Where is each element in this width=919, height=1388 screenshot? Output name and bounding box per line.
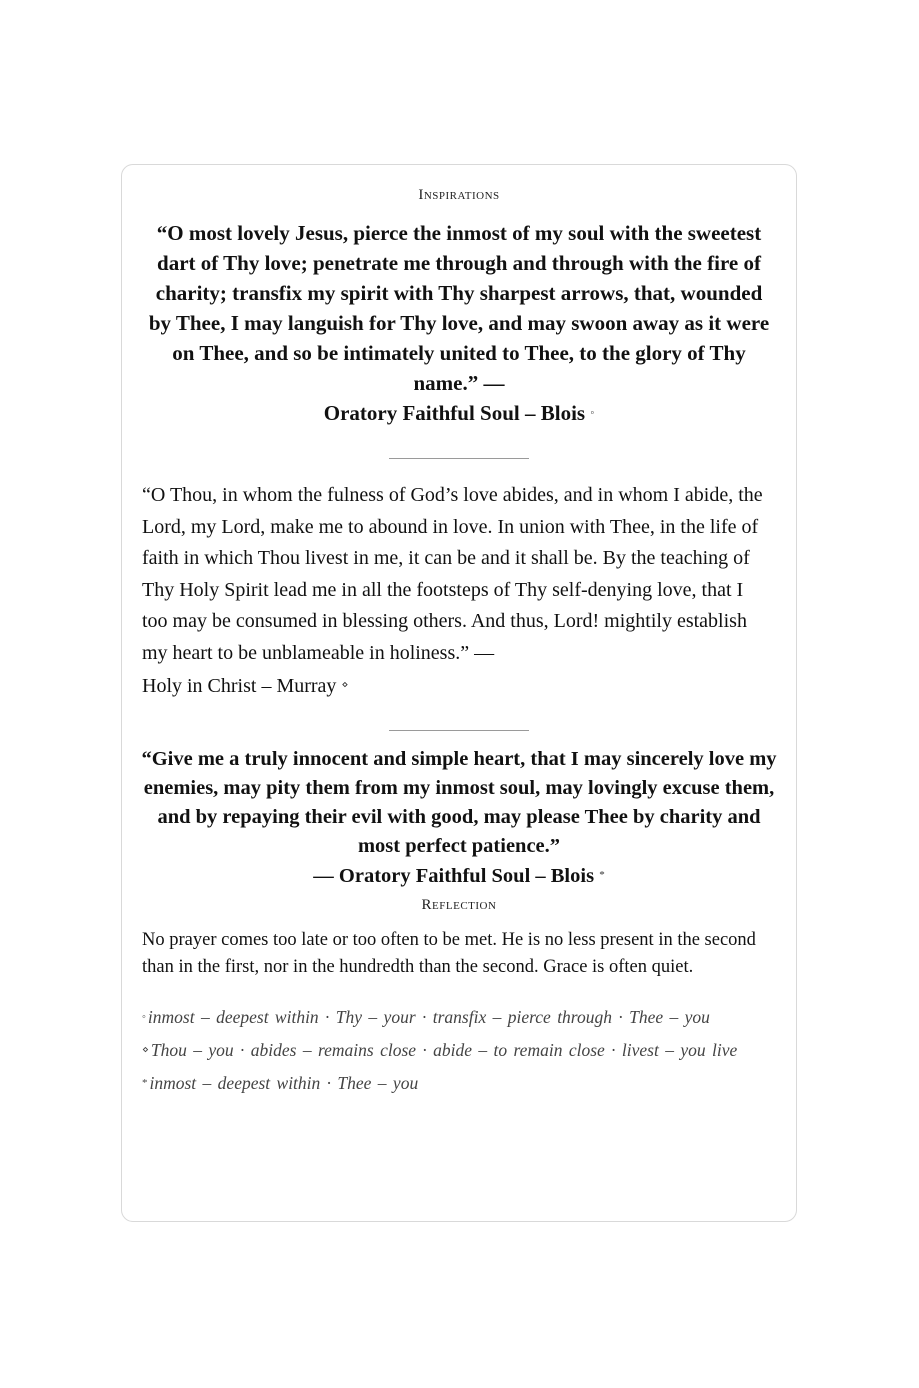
quote-text: “O most lovely Jesus, pierce the inmost of my soul with the sweetest dart of Thy love; penetrate me through and through with the fire of charity; transfix my spirit with Thy sharpest arrows, that, wounded by Thee, I may languish for Thy love, and may swoon away as it were on Thee, and so be intimately united to Thee, to the glory of Thy name.” — (148, 221, 770, 395)
reflection-heading: Reflection (421, 897, 497, 914)
quote-text: “O Thou, in whom the fulness of God’s love abides, and in whom I abide, the Lord, my Lord, make me to abound in love. In union with Thee, in the life of faith in which Thou livest in me, it can be and it shall be. By the teaching of Thy Holy Spirit lead me in all the footsteps of Thy self-denying love, that I too may be consumed in blessing others. And thus, Lord! mightily establish my heart to be unblameable in holiness.” — (142, 484, 763, 664)
quote-source: Holy in Christ – Murray (142, 674, 337, 697)
quote-source: — Oratory Faithful Soul – Blois (313, 865, 595, 888)
glossary-note (142, 1005, 772, 1030)
divider (389, 730, 529, 731)
glossary-notes (142, 1005, 772, 1096)
note-marker: ⋄ (142, 1044, 149, 1057)
footnote-marker: * (599, 869, 605, 882)
footnote-marker: ◦ (590, 407, 595, 419)
glossary-note (142, 1038, 772, 1063)
quote-text: “Give me a truly innocent and simple heart, that I may sincerely love my enemies, may pity them from my inmost soul, may lovingly excuse them, and by repaying their evil with good, may please Thee by charity and most perfect patience.” (141, 748, 777, 858)
note-text: inmost – deepest within · Thy – your · transfix – pierce through · Thee – you (147, 1007, 710, 1028)
footnote-marker: ⋄ (341, 678, 349, 691)
quote-source: Oratory Faithful Soul – Blois (323, 401, 586, 425)
note-text: inmost – deepest within · Thee – you (149, 1073, 419, 1094)
quote-murray (142, 480, 772, 702)
devotional-card (121, 164, 797, 1222)
note-marker: * (142, 1077, 148, 1090)
quote-blois-1 (148, 218, 770, 428)
note-marker: ◦ (142, 1011, 146, 1024)
quote-blois-2 (138, 745, 780, 891)
divider (389, 458, 529, 459)
reflection-text: No prayer comes too late or too often to be met. He is no less present in the second than in the first, nor in the hundredth than the second. Grace is often quiet. (142, 930, 756, 978)
note-text: Thou – you · abides – remains close · abide – to remain close · livest – you live (150, 1040, 738, 1061)
glossary-note (142, 1071, 772, 1096)
inspirations-heading: Inspirations (418, 187, 500, 203)
